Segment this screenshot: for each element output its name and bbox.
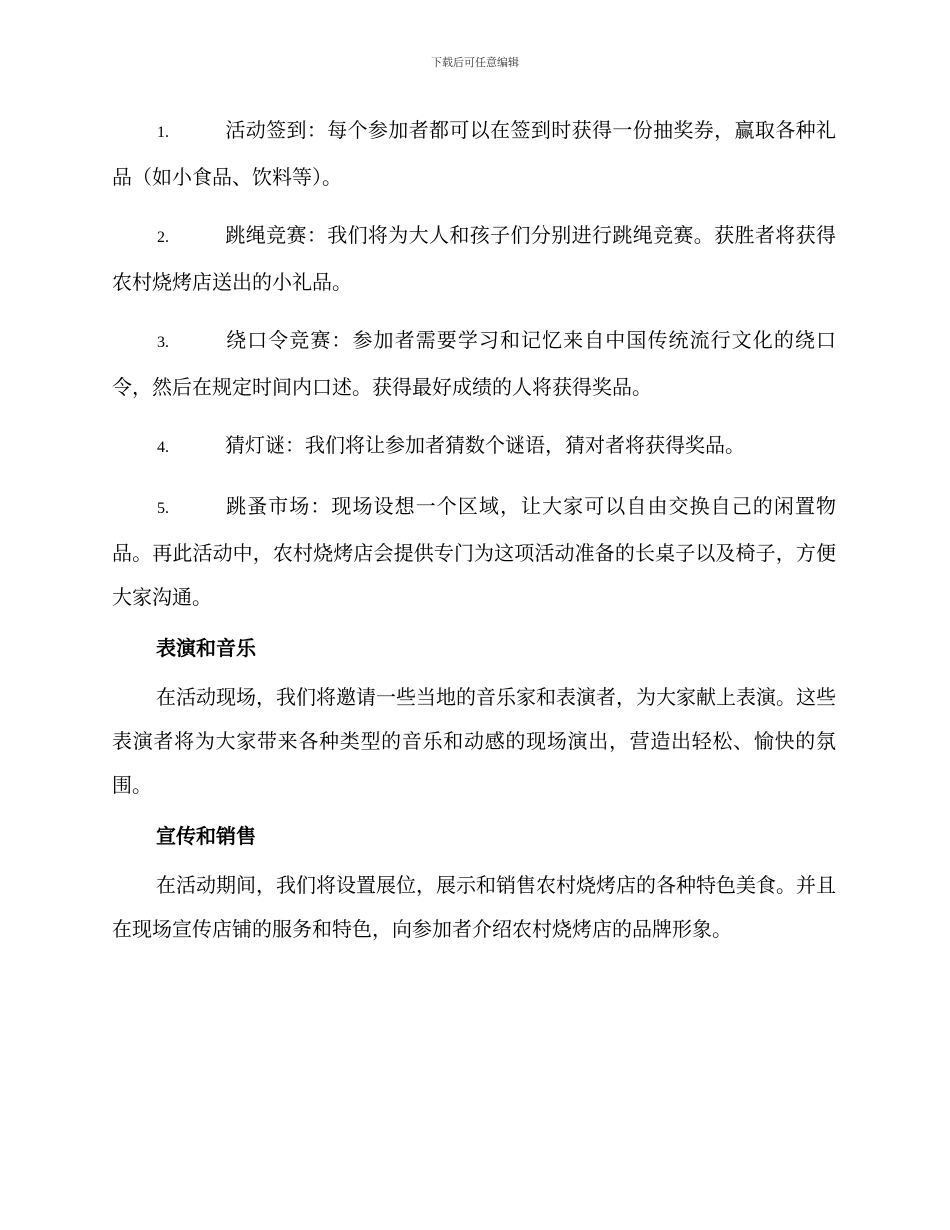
section-body-performance: 在活动现场，我们将邀请一些当地的音乐家和表演者，为大家献上表演。这些表演者将为大家带来各种类型的音乐和动感的现场演出，营造出轻松、愉快的氛围。: [112, 685, 836, 797]
activity-item-4: [112, 423, 836, 470]
activity-item-5: [112, 484, 836, 619]
activity-text-5: 跳蚤市场：现场设想一个区域，让大家可以自由交换自己的闲置物品。再此活动中，农村烧烤店会提供专门为这项活动准备的长桌子以及椅子，方便大家沟通。: [112, 494, 836, 609]
activity-number-1: 1.: [157, 124, 169, 141]
activity-number-4: 4.: [157, 439, 169, 456]
header-note: 下载后可任意编辑: [431, 56, 519, 69]
activity-text-3: 绕口令竞赛：参加者需要学习和记忆来自中国传统流行文化的绕口令，然后在规定时间内口述。获得最好成绩的人将获得奖品。: [112, 328, 836, 399]
activity-item-1: [112, 108, 836, 199]
activity-number-5: 5.: [157, 500, 169, 517]
activity-number-3: 3.: [157, 334, 169, 351]
section-heading-performance: 表演和音乐: [156, 636, 256, 660]
section-heading-promotion: 宣传和销售: [156, 824, 256, 848]
section-body-promotion: 在活动期间，我们将设置展位，展示和销售农村烧烤店的各种特色美食。并且在现场宣传店铺的服务和特色，向参加者介绍农村烧烤店的品牌形象。: [112, 873, 836, 941]
activity-item-3: [112, 318, 836, 409]
activity-item-2: [112, 213, 836, 304]
activity-text-1: 活动签到：每个参加者都可以在签到时获得一份抽奖券，赢取各种礼品（如小食品、饮料等）。: [112, 118, 836, 189]
activity-text-2: 跳绳竞赛：我们将为大人和孩子们分别进行跳绳竞赛。获胜者将获得农村烧烤店送出的小礼品。: [112, 223, 836, 294]
activity-number-2: 2.: [157, 229, 169, 246]
activity-text-4: 猜灯谜：我们将让参加者猜数个谜语，猜对者将获得奖品。: [225, 433, 745, 457]
document-body: [112, 108, 836, 961]
